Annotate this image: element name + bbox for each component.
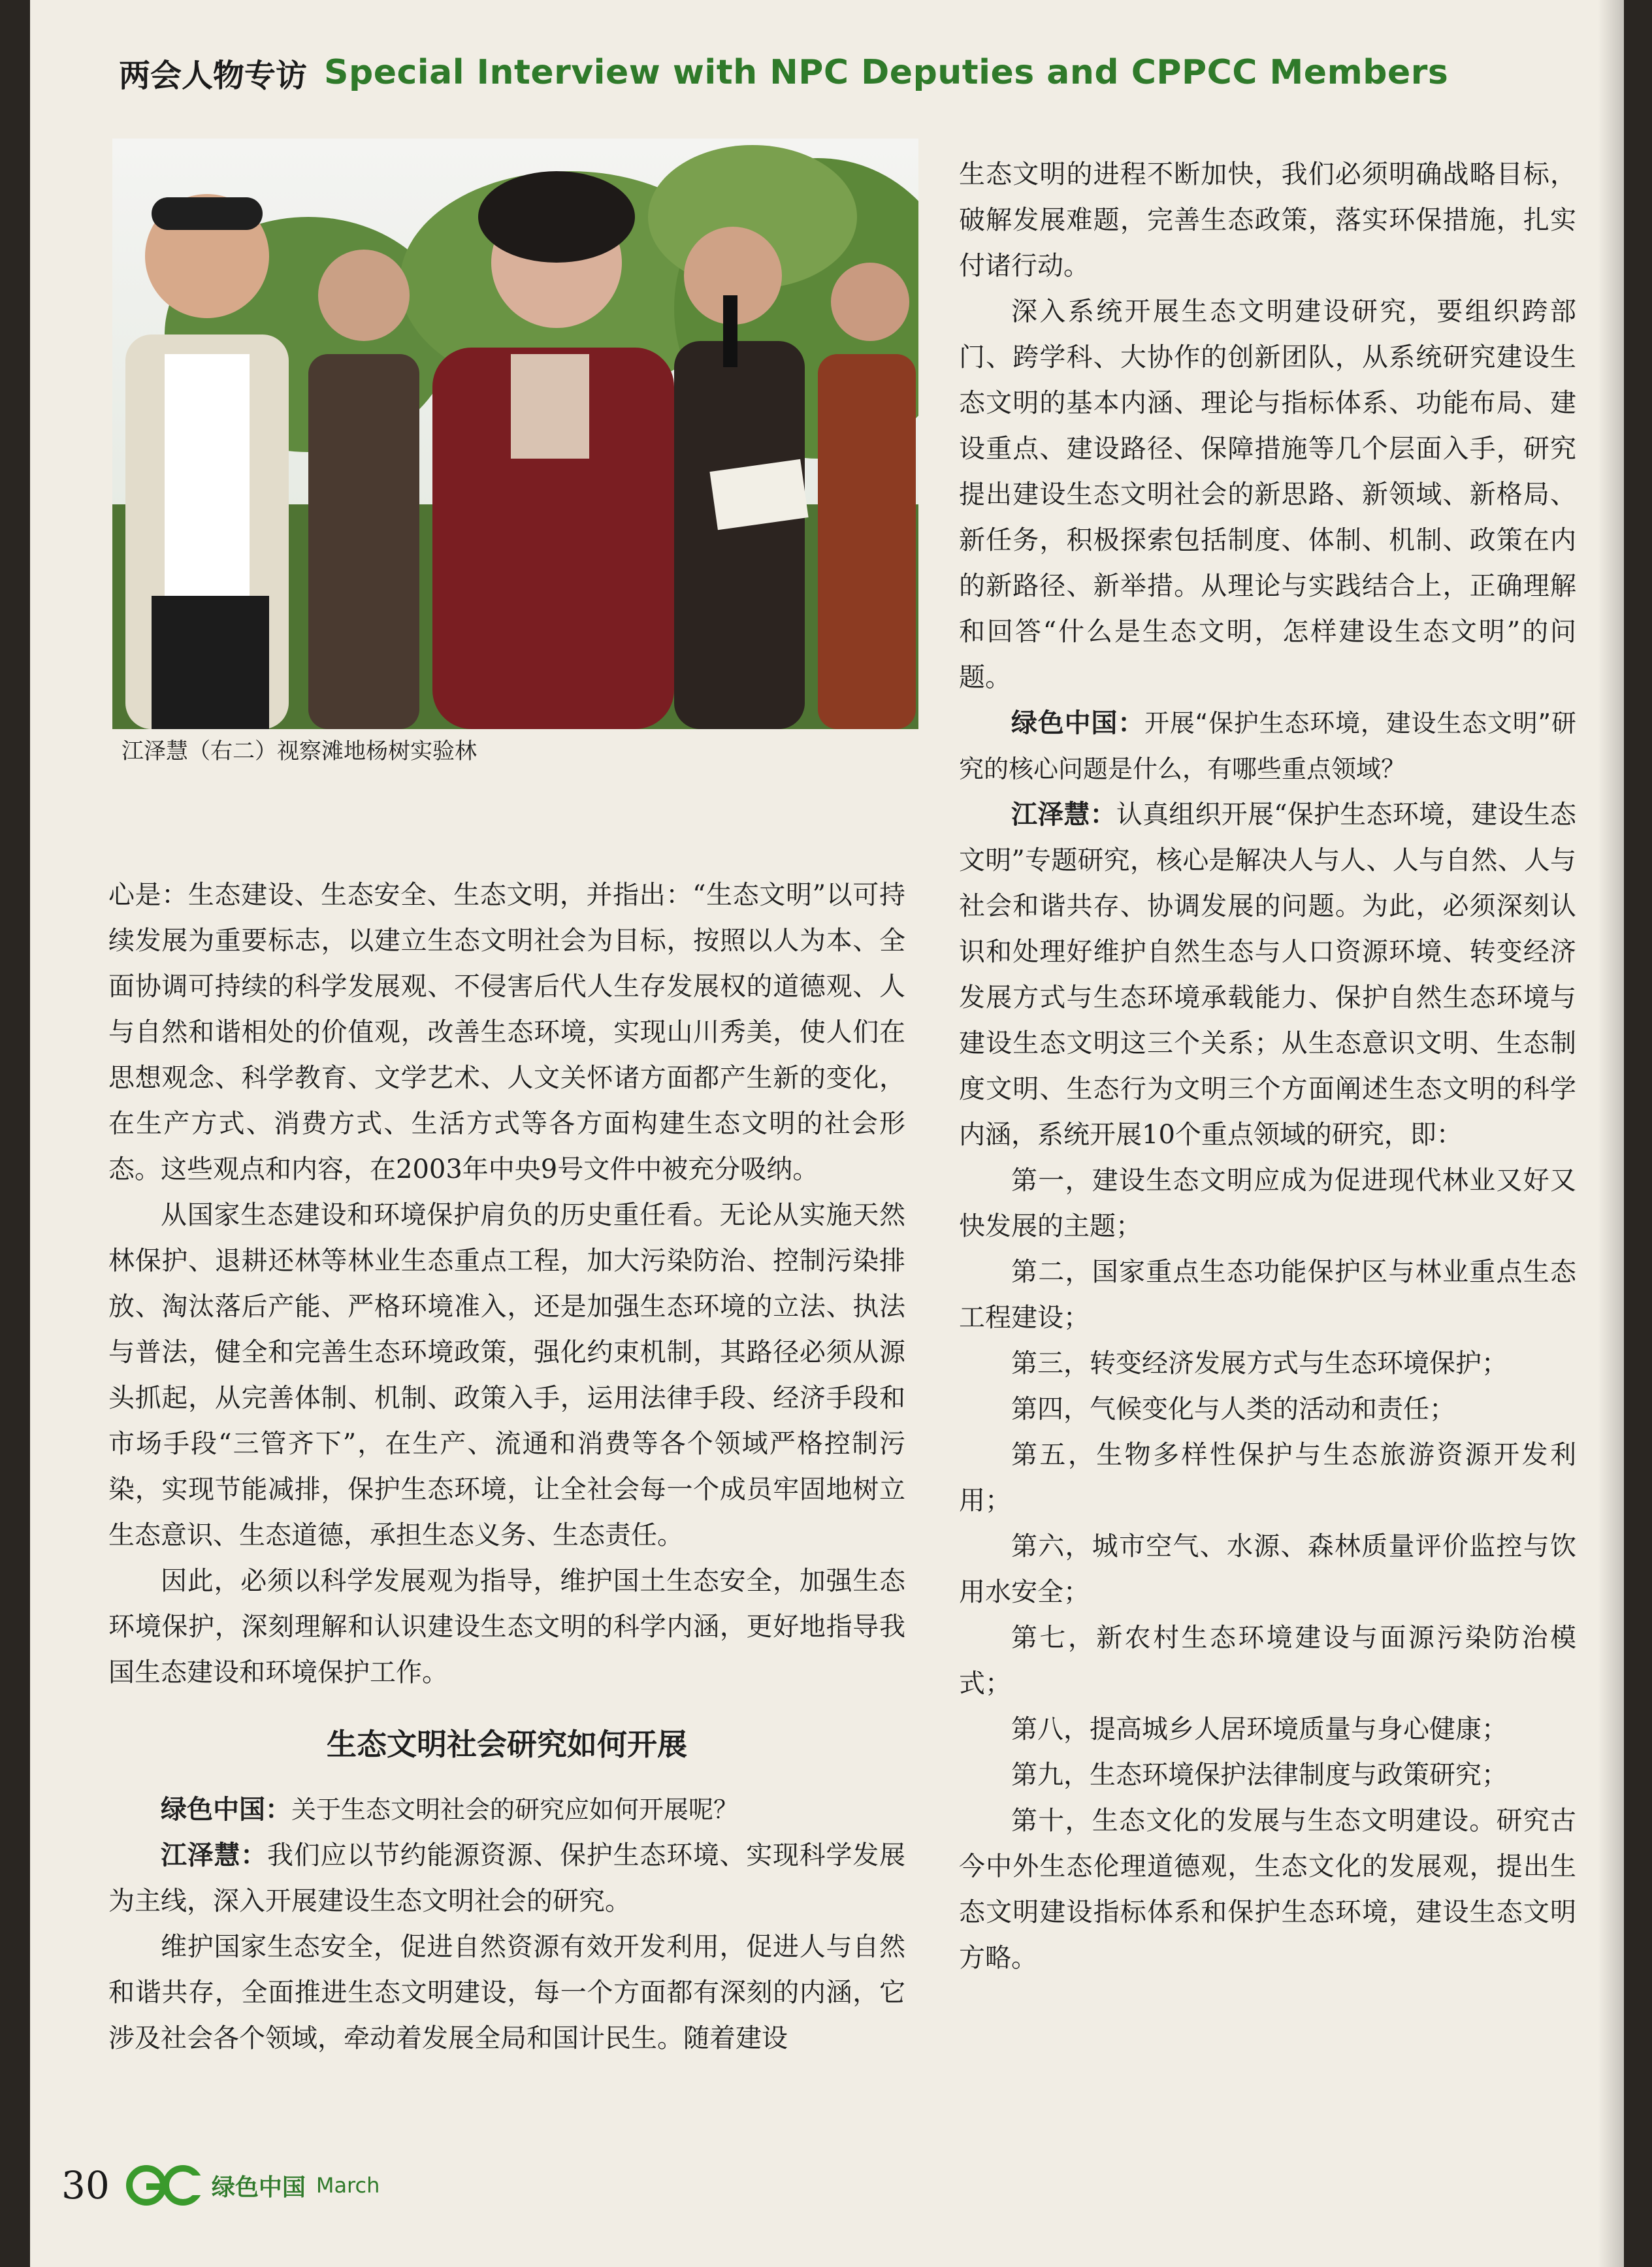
header-title-en: Special Interview with NPC Deputies and CPPCC Members — [324, 53, 1449, 92]
magazine-logo-icon — [125, 2162, 204, 2208]
research-item-3: 第三，转变经济发展方式与生态环境保护； — [1011, 1348, 1508, 1378]
research-item-1: 第一，建设生态文明应成为促进现代林业又好又快发展的主题； — [959, 1166, 1576, 1241]
research-item-4: 第四，气候变化与人类的活动和责任； — [1011, 1394, 1455, 1424]
right-paragraph-1: 生态文明的进程不断加快，我们必须明确战略目标，破解发展难题，完善生态政策，落实环保措施，扎实付诸行动。 — [959, 159, 1576, 281]
interview-photo — [112, 139, 918, 729]
page-footer — [61, 2156, 380, 2215]
answer-label: 江泽慧： — [161, 1840, 267, 1870]
answer-text: 认真组织开展“保护生态环境，建设生态文明”专题研究，核心是解决人与人、人与自然、人与社会和谐共存、协调发展的问题。为此，必须深刻认识和处理好维护自然生态与人口资源环境、转变经济发展方式与生态环境承载能力、保护自然生态环境与建设生态文明这三个关系；从生态意识文明、生态制度文明、生态行为文明三个方面阐述生态文明的科学内涵，系统开展10个重点领域的研究，即： — [959, 800, 1577, 1150]
right-paragraph-2: 深入系统开展生态文明建设研究，要组织跨部门、跨学科、大协作的创新团队，从系统研究建设生态文明的基本内涵、理论与指标体系、功能布局、建设重点、建设路径、保障措施等几个层面入手，研究提出建设生态文明社会的新思路、新领域、新格局、新任务，积极探索包括制度、体制、机制、政策在内的新路径、新举措。从理论与实践结合上，正确理解和回答“什么是生态文明，怎样建设生态文明”的问题。 — [959, 297, 1576, 693]
left-paragraph-4: 维护国家生态安全，促进自然资源有效开发利用，促进人与自然和谐共存，全面推进生态文明建设，每一个方面都有深刻的内涵，它涉及社会各个领域，牵动着发展全局和国计民生。随着建设 — [108, 1932, 905, 2053]
research-item-6: 第六，城市空气、水源、森林质量评价监控与饮用水安全； — [959, 1531, 1576, 1607]
left-answer — [108, 1833, 905, 1924]
right-column — [959, 152, 1576, 1981]
section-title: 生态文明社会研究如何开展 — [327, 1727, 687, 1762]
magazine-name: 绿色中国 — [211, 2174, 306, 2201]
research-item-8: 第八，提高城乡人居环境质量与身心健康； — [1011, 1714, 1508, 1744]
question-label: 绿色中国： — [1011, 708, 1145, 738]
left-column — [108, 872, 905, 2061]
left-question — [108, 1787, 905, 1833]
magazine-page — [30, 0, 1624, 2267]
left-paragraph-2: 从国家生态建设和环境保护肩负的历史重任看。无论从实施天然林保护、退耕还林等林业生态重点工程，加大污染防治、控制污染排放、淘汰落后产能、严格环境准入，还是加强生态环境的立法、执法与普法，健全和完善生态环境政策，强化约束机制，其路径必须从源头抓起，从完善体制、机制、政策入手，运用法律手段、经济手段和市场手段“三管齐下”，在生产、流通和消费等各个领域严格控制污染，实现节能减排，保护生态环境，让全社会每一个成员牢固地树立生态意识、生态道德，承担生态义务、生态责任。 — [108, 1200, 905, 1550]
research-item-10: 第十，生态文化的发展与生态文明建设。研究古今中外生态伦理道德观，生态文化的发展观，提出生态文明建设指标体系和保护生态环境，建设生态文明方略。 — [959, 1806, 1576, 1973]
answer-label: 江泽慧： — [1011, 799, 1116, 830]
left-paragraph-3: 因此，必须以科学发展观为指导，维护国土生态安全，加强生态环境保护，深刻理解和认识建设生态文明的科学内涵，更好地指导我国生态建设和环境保护工作。 — [108, 1566, 905, 1688]
photo-caption: 江泽慧（右二）视察滩地杨树实验林 — [121, 738, 477, 764]
research-item-5: 第五，生物多样性保护与生态旅游资源开发利用； — [959, 1440, 1576, 1516]
right-answer — [959, 792, 1576, 1158]
question-label: 绿色中国： — [161, 1794, 291, 1825]
issue-month: March — [316, 2173, 380, 2198]
research-item-7: 第七，新农村生态环境建设与面源污染防治模式； — [959, 1623, 1576, 1699]
page-number: 30 — [61, 2163, 110, 2208]
header-title-cn: 两会人物专访 — [119, 57, 308, 94]
question-text: 关于生态文明社会的研究应如何开展呢？ — [291, 1795, 739, 1824]
left-paragraph-1: 心是：生态建设、生态安全、生态文明，并指出：“生态文明”以可持续发展为重要标志，以建立生态文明社会为目标，按照以人为本、全面协调可持续的科学发展观、不侵害后代人生存发展权的道德观、人与自然和谐相处的价值观，改善生态环境，实现山川秀美，使人们在思想观念、科学教育、文学艺术、人文关怀诸方面都产生新的变化，在生产方式、消费方式、生活方式等各方面构建生态文明的社会形态。这些观点和内容，在2003年中央9号文件中被充分吸纳。 — [108, 880, 905, 1184]
answer-text: 我们应以节约能源资源、保护生态环境、实现科学发展为主线，深入开展建设生态文明社会的研究。 — [108, 1840, 906, 1916]
question-text: 开展“保护生态环境，建设生态文明”研究的核心问题是什么，有哪些重点领域？ — [959, 709, 1577, 783]
research-item-9: 第九，生态环境保护法律制度与政策研究； — [1011, 1760, 1508, 1790]
right-question — [959, 700, 1576, 792]
page-header — [119, 43, 1523, 102]
research-item-2: 第二，国家重点生态功能保护区与林业重点生态工程建设； — [959, 1257, 1576, 1333]
